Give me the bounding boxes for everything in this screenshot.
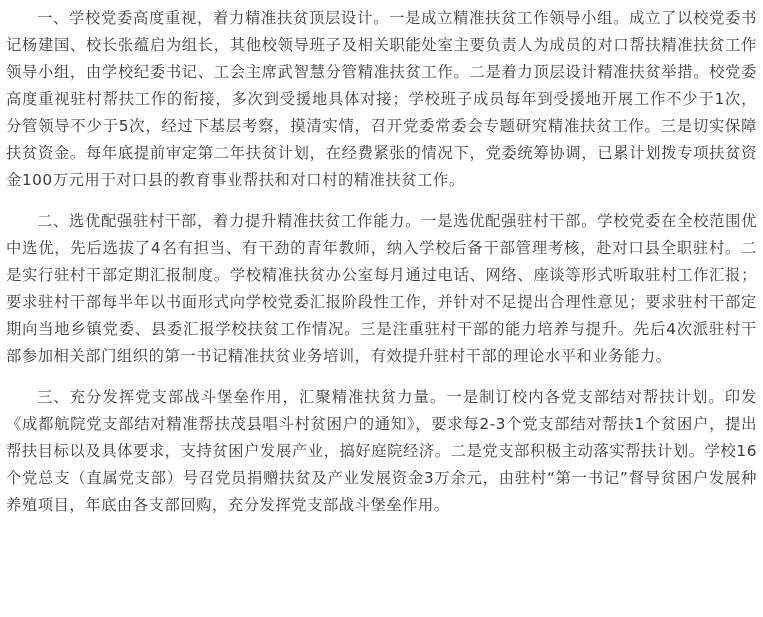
- paragraph-village-cadres: 二、选优配强驻村干部，着力提升精准扶贫工作能力。一是选优配强驻村干部。学校党委在全校范围优中选优，先后选拔了4名有担当、有干劲的青年教师，纳入学校后备干部管理考核，赴对口县全职驻村。二是实行驻村干部定期汇报制度。学校精准扶贫办公室每月通过电话、网络、座谈等形式听取驻村工作汇报；要求驻村干部每半年以书面形式向学校党委汇报阶段性工作，并针对不足提出合理性意见；要求驻村干部定期向当地乡镇党委、县委汇报学校扶贫工作情况。三是注重驻村干部的能力培养与提升。先后4次派驻村干部参加相关部门组织的第一书记精准扶贫业务培训，有效提升驻村干部的理论水平和业务能力。: [6, 212, 757, 365]
- article-body: [6, 0, 757, 519]
- paragraph-party-branches: 三、充分发挥党支部战斗堡垒作用，汇聚精准扶贫力量。一是制订校内各党支部结对帮扶计划。印发《成都航院党支部结对精准帮扶茂县唱斗村贫困户的通知》，要求每2-3个党支部结对帮扶1个贫困户，提出帮扶目标以及具体要求，支持贫困户发展产业，搞好庭院经济。二是党支部积极主动落实帮扶计划。学校16个党总支（直属党支部）号召党员捐赠扶贫及产业发展资金3万余元，由驻村“第一书记”督导贫困户发展种养殖项目，年底由各支部回购，充分发挥党支部战斗堡垒作用。: [6, 388, 757, 514]
- paragraph-leadership-design: 一、学校党委高度重视，着力精准扶贫顶层设计。一是成立精准扶贫工作领导小组。成立了以校党委书记杨建国、校长张蕴启为组长，其他校领导班子及相关职能处室主要负责人为成员的对口帮扶精准扶贫工作领导小组，由学校纪委书记、工会主席武智慧分管精准扶贫工作。二是着力顶层设计精准扶贫举措。校党委高度重视驻村帮扶工作的衔接，多次到受援地具体对接；学校班子成员每年到受援地开展工作不少于1次，分管领导不少于5次，经过下基层考察，摸清实情，召开党委常委会专题研究精准扶贫工作。三是切实保障扶贫资金。每年底提前审定第二年扶贫计划，在经费紧张的情况下，党委统筹协调，已累计划拨专项扶贫资金100万元用于对口县的教育事业帮扶和对口村的精准扶贫工作。: [6, 9, 757, 189]
